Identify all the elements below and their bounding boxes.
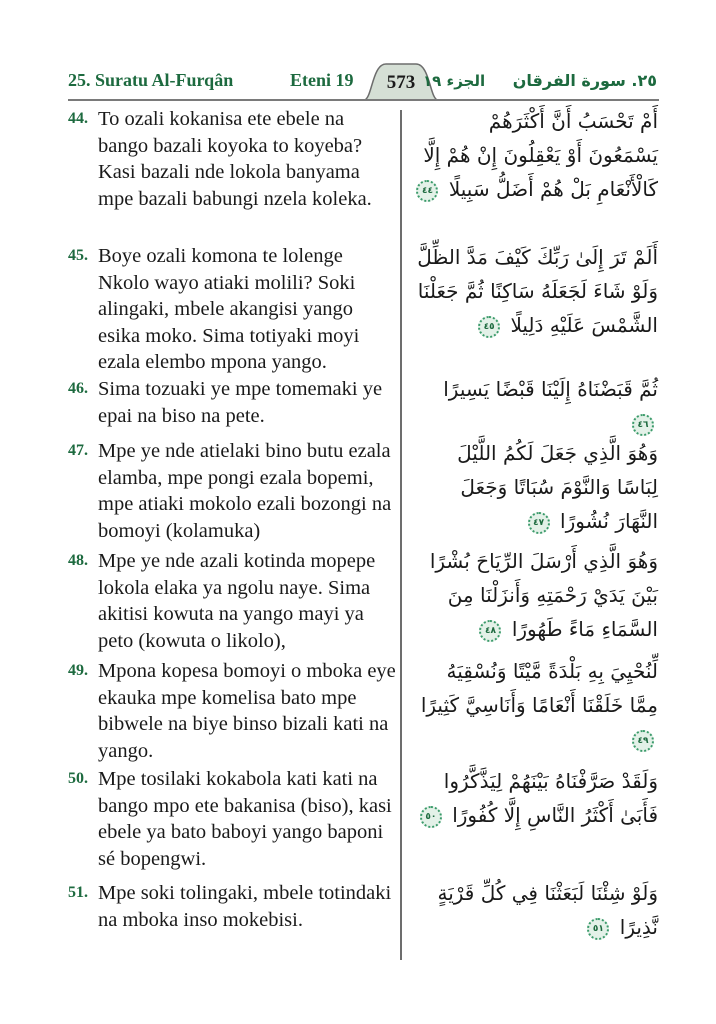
- verse-translation: [68, 243, 398, 376]
- verse-arabic: [413, 436, 658, 538]
- arabic-text: ثُمَّ قَبَضْنَاهُ إِلَيْنَا قَبْضًا يَسِيرًا: [443, 377, 658, 401]
- ayah-end-marker-icon: ٤٤: [416, 180, 438, 202]
- verse-translation: [68, 766, 398, 872]
- verse-arabic: [413, 240, 658, 342]
- juz-label-arabic: الجزء ١٩: [423, 72, 486, 90]
- arabic-text: وَهُوَ الَّذِي جَعَلَ لَكُمُ اللَّيْلَ لِبَاسًا وَالنَّوْمَ سُبَاتًا وَجَعَلَ النَّهَارَ نُشُورًا: [457, 441, 658, 533]
- verse-arabic: [413, 876, 658, 944]
- verse-number: 48.: [68, 552, 88, 569]
- ayah-end-marker-icon: ٥١: [587, 918, 609, 940]
- surah-title-arabic: ٢٥. سورة الفرقان: [512, 71, 657, 90]
- arabic-text: لِّنُحْيِيَ بِهِ بَلْدَةً مَّيْتًا وَنُسْقِيَهُ مِمَّا خَلَقْنَا أَنْعَامًا وَأَنَاسِيَّ كَثِيرًا: [420, 659, 658, 717]
- ayah-end-marker-icon: ٥٠: [420, 806, 442, 828]
- verse-arabic: [413, 372, 658, 440]
- verse-number: 47.: [68, 442, 88, 459]
- verse-translation: [68, 658, 398, 764]
- surah-title-latin: 25. Suratu Al-Furqân: [68, 70, 234, 90]
- ayah-end-marker-icon: ٤٩: [632, 730, 654, 752]
- header-rule: [68, 99, 659, 101]
- verse-translation: [68, 106, 398, 212]
- verse-text: Mpe tosilaki kokabola kati kati na bango mpo ete bakanisa (biso), kasi ebele ya bato baboyi yango baponi sé bopengwi.: [98, 768, 392, 870]
- verse-translation: [68, 548, 398, 654]
- verse-number: 45.: [68, 247, 88, 264]
- verse-text: Mpona kopesa bomoyi o mboka eye ekauka mpe komelisa bato mpe bibwele na biye binso bizali kati na yango.: [98, 660, 396, 762]
- verse-number: 50.: [68, 770, 88, 787]
- verse-number: 46.: [68, 380, 88, 397]
- verse-translation: [68, 438, 398, 544]
- verse-text: To ozali kokanisa ete ebele na bango bazali koyoka to koyeba? Kasi bazali nde lokola banyama mpe bazali babungi nzela koleka.: [98, 108, 372, 210]
- column-divider: [400, 110, 402, 960]
- ayah-end-marker-icon: ٤٨: [479, 620, 501, 642]
- page-number: 573: [386, 72, 416, 93]
- arabic-text: أَمْ تَحْسَبُ أَنَّ أَكْثَرَهُمْ يَسْمَعُونَ أَوْ يَعْقِلُونَ إِنْ هُمْ إِلَّا كَالْأَنْعَامِ بَلْ هُمْ أَضَلُّ سَبِيلًا: [423, 109, 658, 201]
- verse-text: Mpe ye nde azali kotinda mopepe lokola elaka ya ngolu naye. Sima akitisi kowuta na yango mayi ya peto (kowuta o likolo),: [98, 550, 376, 652]
- ayah-end-marker-icon: ٤٦: [632, 414, 654, 436]
- verse-arabic: [413, 654, 658, 756]
- verse-number: 49.: [68, 662, 88, 679]
- verse-arabic: [413, 104, 658, 206]
- verse-arabic: [413, 544, 658, 646]
- verse-translation: [68, 880, 398, 933]
- verse-number: 44.: [68, 110, 88, 127]
- page-header: [68, 62, 659, 102]
- verse-text: Mpe soki tolingaki, mbele totindaki na mboka inso mokebisi.: [98, 882, 392, 931]
- verse-text: Sima tozuaki ye mpe tomemaki ye epai na biso na pete.: [98, 378, 383, 427]
- verse-translation: [68, 376, 398, 429]
- arabic-text: وَلَوْ شِئْنَا لَبَعَثْنَا فِي كُلِّ قَرْيَةٍ نَّذِيرًا: [437, 881, 658, 939]
- verse-number: 51.: [68, 884, 88, 901]
- ayah-end-marker-icon: ٤٧: [528, 512, 550, 534]
- ayah-end-marker-icon: ٤٥: [478, 316, 500, 338]
- verse-text: Mpe ye nde atielaki bino butu ezala elamba, mpe pongi ezala bopemi, mpe atiaki mokolo ezali bozongi na bomoyi (kolamuka): [98, 440, 392, 542]
- verse-arabic: [413, 764, 658, 832]
- arabic-text: وَلَقَدْ صَرَّفْنَاهُ بَيْنَهُمْ لِيَذَّكَّرُوا فَأَبَىٰ أَكْثَرُ النَّاسِ إِلَّا كُفُورًا: [443, 769, 658, 827]
- juz-label-latin: Eteni 19: [290, 70, 354, 90]
- arabic-text: وَهُوَ الَّذِي أَرْسَلَ الرِّيَاحَ بُشْرًا بَيْنَ يَدَيْ رَحْمَتِهِ وَأَنزَلْنَا مِنَ السَّمَاءِ مَاءً طَهُورًا: [429, 549, 658, 641]
- arabic-text: أَلَمْ تَرَ إِلَىٰ رَبِّكَ كَيْفَ مَدَّ الظِّلَّ وَلَوْ شَاءَ لَجَعَلَهُ سَاكِنًا ثُمَّ جَعَلْنَا الشَّمْسَ عَلَيْهِ دَلِيلًا: [417, 245, 658, 337]
- verse-text: Boye ozali komona te lolenge Nkolo wayo atiaki molili? Soki alingaki, mbele akangisi yango esika moko. Sima totiyaki moyi ezala elembo mpona yango.: [98, 245, 360, 373]
